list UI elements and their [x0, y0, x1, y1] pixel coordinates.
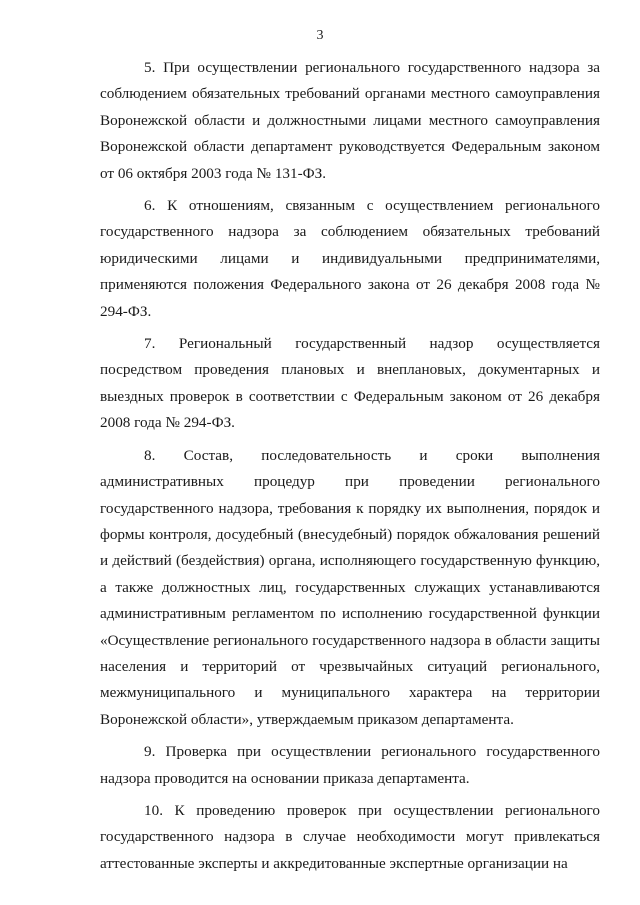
paragraph-10: 10. К проведению проверок при осуществлении регионального государственного надзора в случае необходимости могут привлекаться аттестованные эксперты и аккредитованные экспертные организации на: [100, 801, 600, 872]
document-body: [100, 55, 600, 883]
page-number: 3: [316, 28, 324, 43]
paragraph-6: 6. К отношениям, связанным с осуществлением регионального государственного надзора за соблюдением обязательных требований юридическими лицами и индивидуальными предпринимателями, применяются положения Федерального закона от 26 декабря 2008 года № 294-ФЗ.: [100, 197, 600, 320]
paragraph-7: 7. Региональный государственный надзор осуществляется посредством проведения плановых и внеплановых, документарных и выездных проверок в соответствии с Федеральным законом от 26 декабря 2008 года № 294-ФЗ.: [100, 335, 600, 432]
paragraph-5: 5. При осуществлении регионального государственного надзора за соблюдением обязательных требований органами местного самоуправления Воронежской области и должностными лицами местного самоуправления Воронежской области департамент руководствуется Федеральным законом от 06 октября 2003 года № 131-ФЗ.: [100, 59, 600, 182]
paragraph-8: 8. Состав, последовательность и сроки выполнения административных процедур при проведении регионального государственного надзора, требования к порядку их выполнения, порядок и формы контроля, досудебный (внесудебный) порядок обжалования решений и действий (бездействия) органа, исполняющего государственную функцию, а также должностных лиц, государственных служащих устанавливаются административным регламентом по исполнению государственной функции «Осуществление регионального государственного надзора в области защиты населения и территорий от чрезвычайных ситуаций регионального, межмуниципального и муниципального характера на территории Воронежской области», утверждаемым приказом департамента.: [100, 446, 600, 728]
paragraph-9: 9. Проверка при осуществлении регионального государственного надзора проводится на основании приказа департамента.: [100, 743, 600, 787]
